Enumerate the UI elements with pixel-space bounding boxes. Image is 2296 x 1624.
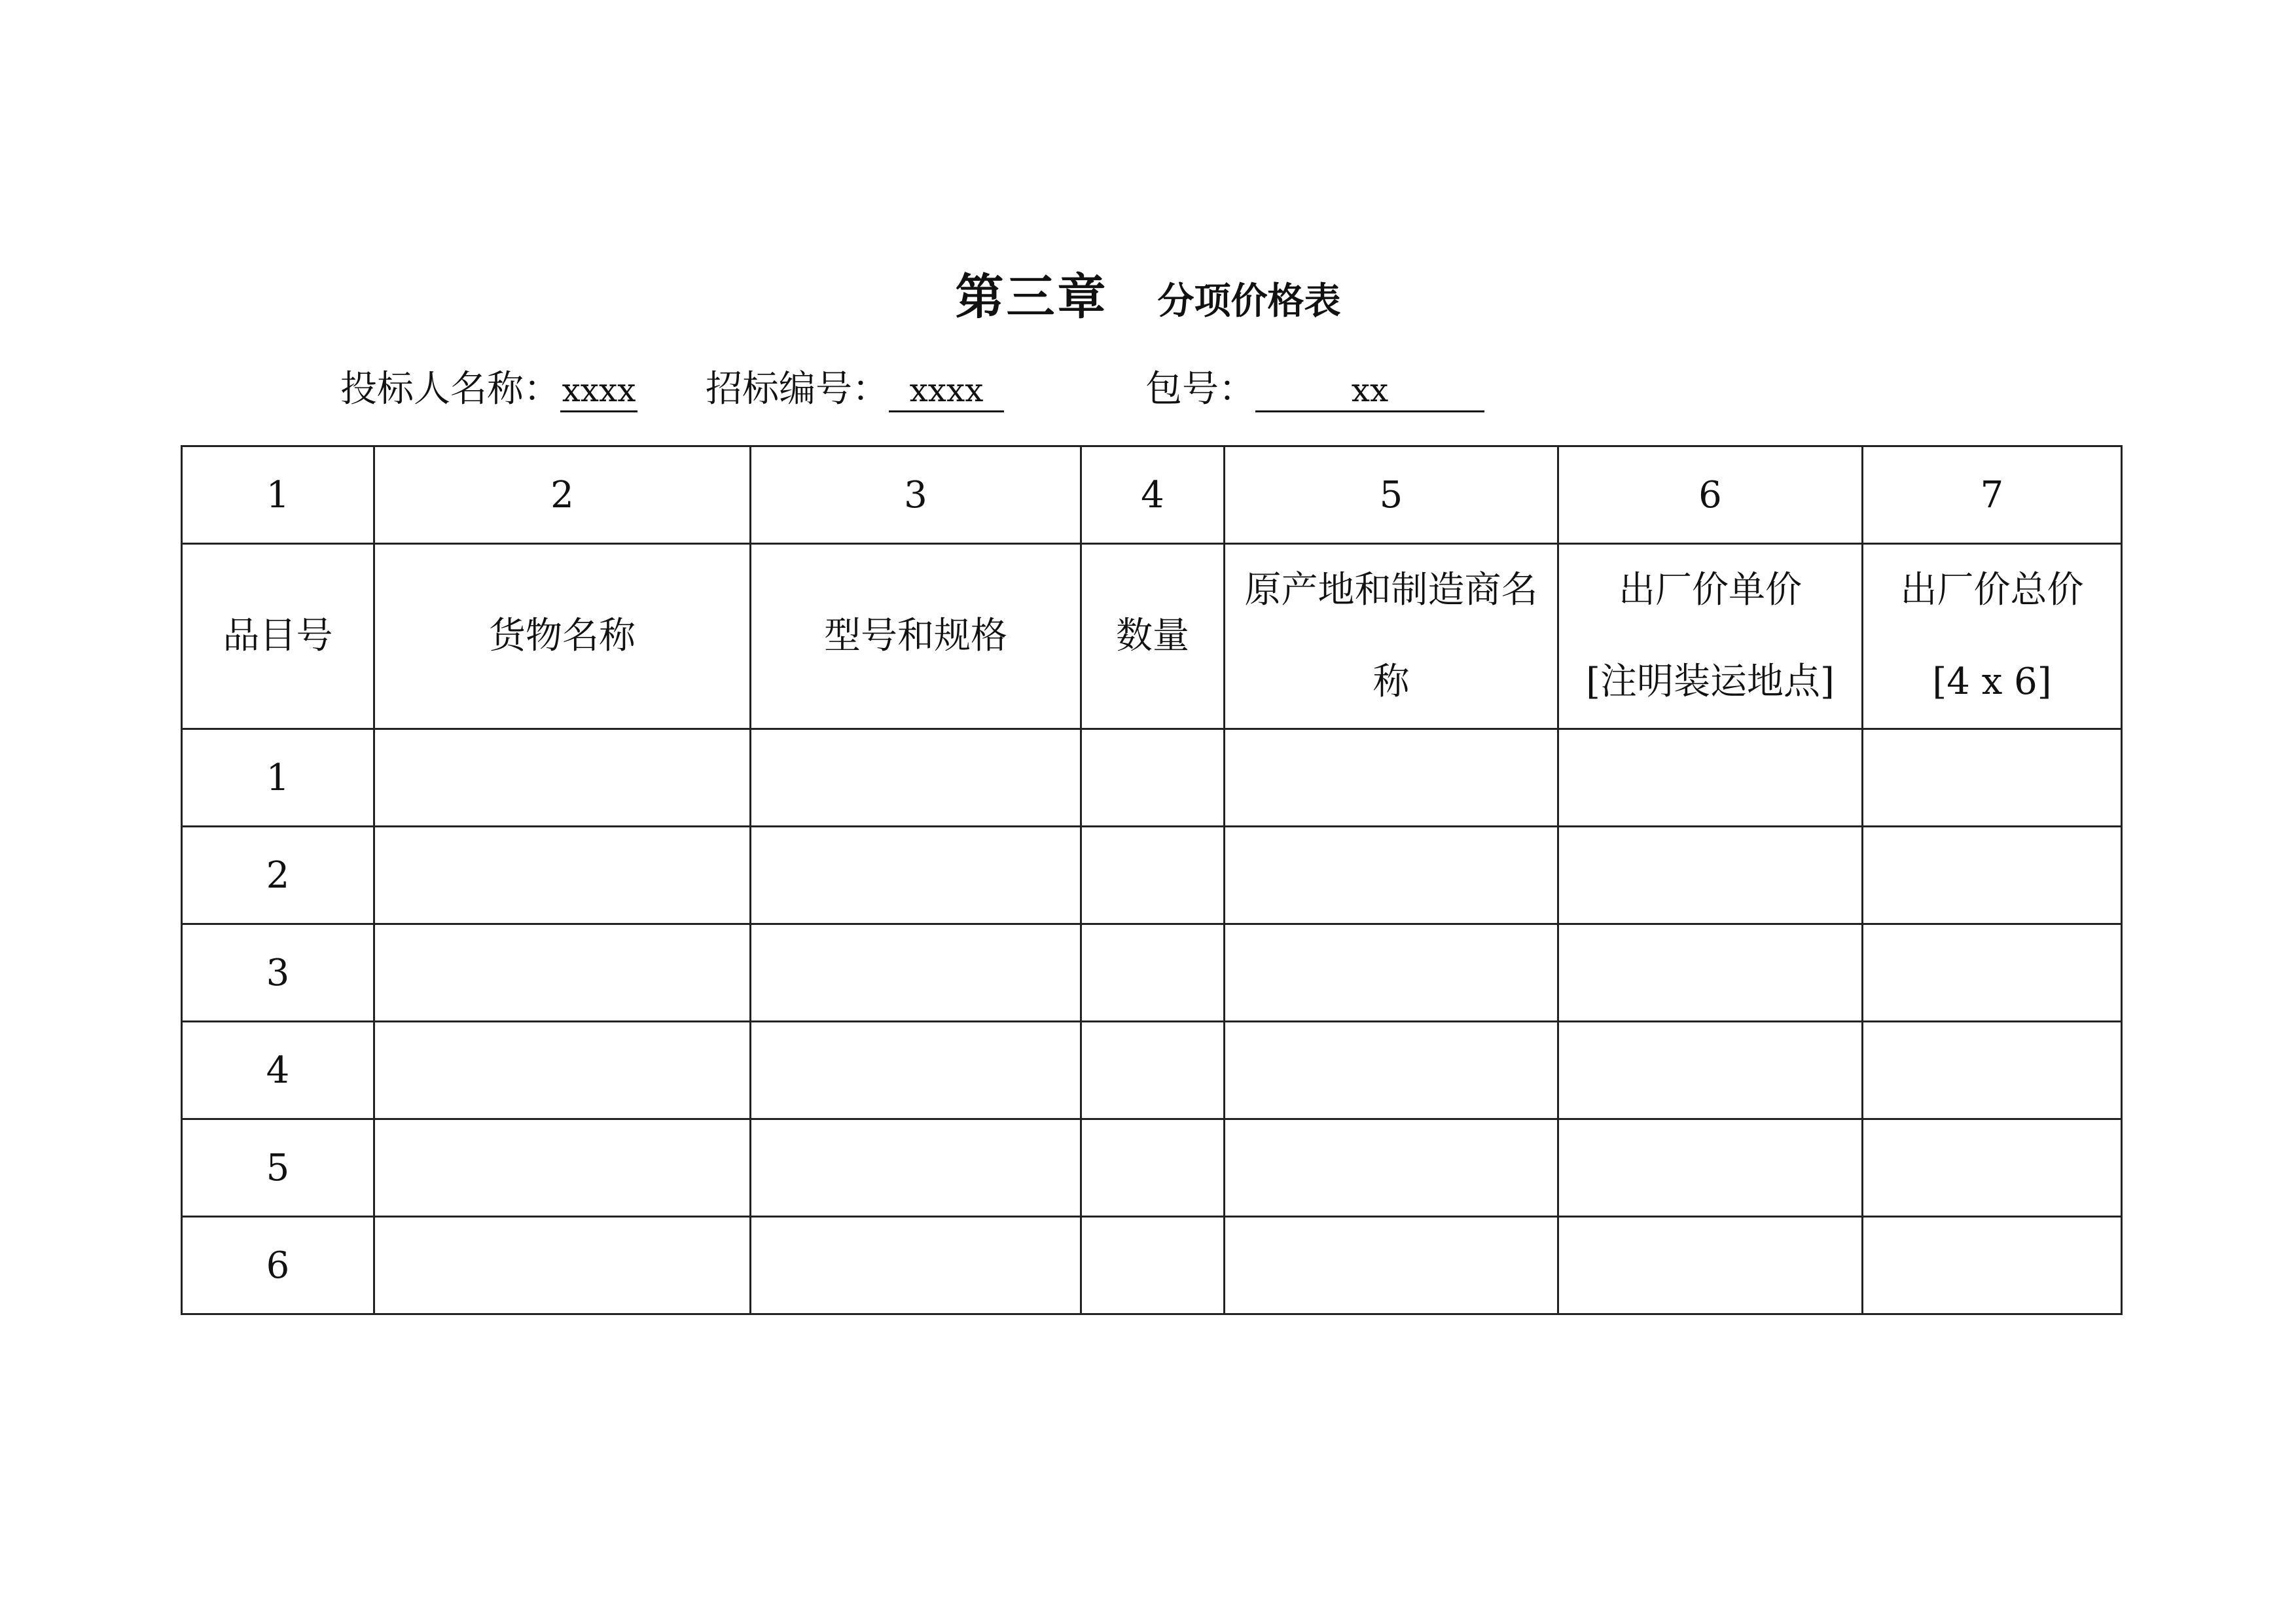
unit-price-cell[interactable] bbox=[1558, 924, 1863, 1022]
total-price-cell[interactable] bbox=[1863, 1217, 2122, 1314]
table-row bbox=[182, 924, 2122, 1022]
unit-price-cell[interactable] bbox=[1558, 1217, 1863, 1314]
header-total-price-line1: 出厂价总价 bbox=[1900, 569, 2084, 611]
goods-name-cell[interactable] bbox=[374, 1217, 751, 1314]
tender-number-value[interactable]: xxxx bbox=[889, 370, 1004, 412]
quantity-cell[interactable] bbox=[1081, 924, 1225, 1022]
unit-price-cell[interactable] bbox=[1558, 1119, 1863, 1217]
row-item-no: 3 bbox=[182, 924, 374, 1022]
table-row bbox=[182, 729, 2122, 827]
row-item-no: 6 bbox=[182, 1217, 374, 1314]
header-quantity: 数量 bbox=[1081, 544, 1225, 729]
goods-name-cell[interactable] bbox=[374, 729, 751, 827]
total-price-cell[interactable] bbox=[1863, 1022, 2122, 1119]
column-number: 7 bbox=[1863, 446, 2122, 544]
header-unit-price-line1: 出厂价单价 bbox=[1619, 569, 1802, 611]
tender-number-field bbox=[706, 360, 1004, 412]
goods-name-cell[interactable] bbox=[374, 924, 751, 1022]
bidder-value[interactable]: xxxx bbox=[560, 370, 637, 412]
column-number: 4 bbox=[1081, 446, 1225, 544]
row-item-no: 4 bbox=[182, 1022, 374, 1119]
origin-cell[interactable] bbox=[1225, 827, 1558, 924]
total-price-cell[interactable] bbox=[1863, 924, 2122, 1022]
total-price-cell[interactable] bbox=[1863, 1119, 2122, 1217]
goods-name-cell[interactable] bbox=[374, 827, 751, 924]
header-total-price-line2: [4 x 6] bbox=[1932, 660, 2052, 703]
quantity-cell[interactable] bbox=[1081, 729, 1225, 827]
column-number: 1 bbox=[182, 446, 374, 544]
header-unit-price bbox=[1558, 544, 1863, 729]
model-spec-cell[interactable] bbox=[751, 729, 1081, 827]
column-number: 6 bbox=[1558, 446, 1863, 544]
bidder-field bbox=[340, 360, 637, 412]
total-price-cell[interactable] bbox=[1863, 729, 2122, 827]
total-price-cell[interactable] bbox=[1863, 827, 2122, 924]
model-spec-cell[interactable] bbox=[751, 924, 1081, 1022]
row-item-no: 5 bbox=[182, 1119, 374, 1217]
origin-cell[interactable] bbox=[1225, 729, 1558, 827]
origin-cell[interactable] bbox=[1225, 1119, 1558, 1217]
model-spec-cell[interactable] bbox=[751, 1022, 1081, 1119]
header-origin-line2: 称 bbox=[1372, 660, 1410, 703]
header-fields bbox=[0, 360, 2296, 412]
origin-cell[interactable] bbox=[1225, 1022, 1558, 1119]
header-total-price bbox=[1863, 544, 2122, 729]
header-origin-manufacturer bbox=[1225, 544, 1558, 729]
row-item-no: 1 bbox=[182, 729, 374, 827]
table-row bbox=[182, 1217, 2122, 1314]
header-unit-price-line2: [注明装运地点] bbox=[1586, 660, 1835, 703]
column-number: 3 bbox=[751, 446, 1081, 544]
header-model-spec: 型号和规格 bbox=[751, 544, 1081, 729]
bidder-label: 投标人名称： bbox=[340, 368, 560, 410]
table-row bbox=[182, 1022, 2122, 1119]
unit-price-cell[interactable] bbox=[1558, 827, 1863, 924]
price-breakdown-table bbox=[181, 445, 2123, 1315]
column-header-row bbox=[182, 544, 2122, 729]
header-origin-line1: 原产地和制造商名 bbox=[1244, 569, 1538, 611]
origin-cell[interactable] bbox=[1225, 924, 1558, 1022]
row-item-no: 2 bbox=[182, 827, 374, 924]
column-number: 5 bbox=[1225, 446, 1558, 544]
header-item-no: 品目号 bbox=[182, 544, 374, 729]
model-spec-cell[interactable] bbox=[751, 1217, 1081, 1314]
header-goods-name: 货物名称 bbox=[374, 544, 751, 729]
model-spec-cell[interactable] bbox=[751, 1119, 1081, 1217]
column-number: 2 bbox=[374, 446, 751, 544]
quantity-cell[interactable] bbox=[1081, 827, 1225, 924]
section-subtitle: 分项价格表 bbox=[1157, 280, 1341, 323]
unit-price-cell[interactable] bbox=[1558, 1022, 1863, 1119]
chapter-title: 第三章 bbox=[955, 269, 1109, 325]
column-number-row bbox=[182, 446, 2122, 544]
model-spec-cell[interactable] bbox=[751, 827, 1081, 924]
table-row bbox=[182, 1119, 2122, 1217]
tender-number-label: 招标编号： bbox=[706, 368, 889, 410]
unit-price-cell[interactable] bbox=[1558, 729, 1863, 827]
package-field bbox=[1145, 360, 1484, 412]
quantity-cell[interactable] bbox=[1081, 1119, 1225, 1217]
goods-name-cell[interactable] bbox=[374, 1022, 751, 1119]
page-title bbox=[0, 259, 2296, 328]
goods-name-cell[interactable] bbox=[374, 1119, 751, 1217]
table-row bbox=[182, 827, 2122, 924]
package-value[interactable]: xx bbox=[1255, 370, 1484, 412]
quantity-cell[interactable] bbox=[1081, 1217, 1225, 1314]
quantity-cell[interactable] bbox=[1081, 1022, 1225, 1119]
origin-cell[interactable] bbox=[1225, 1217, 1558, 1314]
package-label: 包号： bbox=[1145, 368, 1255, 410]
